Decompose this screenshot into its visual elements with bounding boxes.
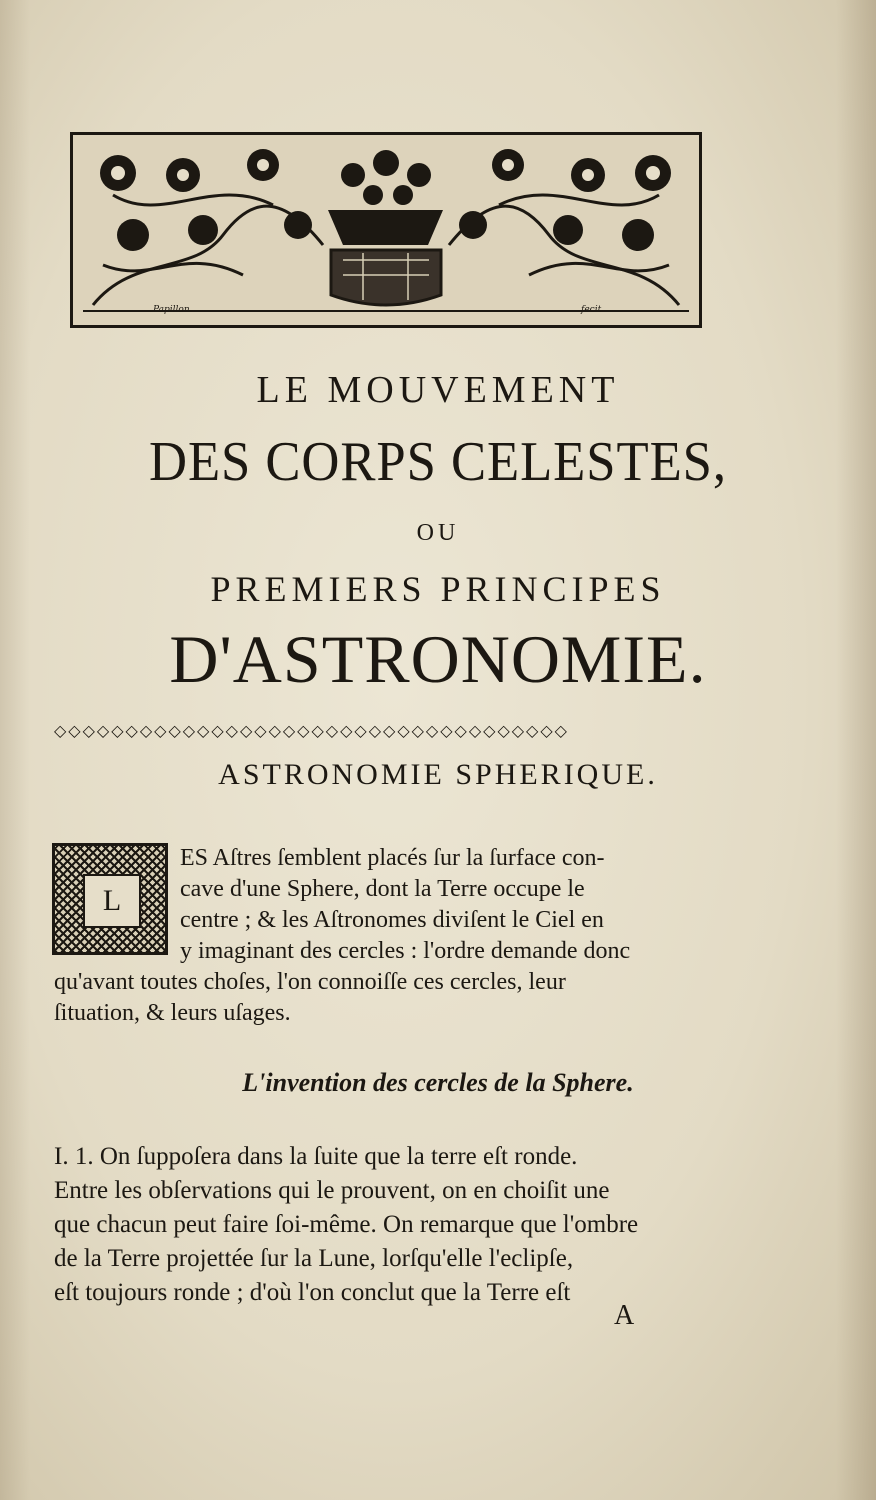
text-line: de la Terre projettée ſur la Lune, lorſqu'elle l'eclipſe,	[54, 1245, 574, 1272]
text-line: Entre les obſervations qui le prouvent, on en choiſit une	[54, 1177, 610, 1204]
text-line: que chacun peut faire ſoi-même. On remarque que l'ombre	[54, 1211, 639, 1238]
text-line: ES Aſtres ſemblent placés ſur la ſurface con-	[180, 845, 605, 871]
floral-basket-ornament	[73, 135, 699, 325]
ornament-divider: ◇◇◇◇◇◇◇◇◇◇◇◇◇◇◇◇◇◇◇◇◇◇◇◇◇◇◇◇◇◇◇◇◇◇◇◇	[54, 721, 569, 740]
title-line-4: PREMIERS PRINCIPES	[210, 569, 666, 609]
subheading: L'invention des cercles de la Sphere.	[242, 1068, 634, 1097]
intro-paragraph-beside-initial	[180, 843, 720, 967]
signature-mark: A	[614, 1300, 635, 1331]
title-line-2: DES CORPS CELESTES,	[148, 431, 728, 493]
text-line: ſituation, & leurs uſages.	[54, 1000, 291, 1026]
headpiece-engraving	[70, 132, 702, 328]
decorated-initial	[52, 843, 168, 955]
initial-letter: L	[83, 874, 141, 928]
title-line-3: OU	[416, 520, 460, 546]
body-paragraph	[54, 1140, 720, 1310]
text-line: qu'avant toutes choſes, l'on connoiſſe ces cercles, leur	[54, 969, 566, 995]
text-line: y imaginant des cercles : l'ordre demande donc	[180, 938, 631, 964]
text-line: centre ; & les Aſtronomes diviſent le Ciel en	[180, 907, 604, 933]
title-line-5: D'ASTRONOMIE.	[169, 621, 707, 697]
intro-paragraph-continuation	[54, 967, 720, 1029]
section-title: ASTRONOMIE SPHERIQUE.	[218, 758, 658, 791]
text-line: cave d'une Sphere, dont la Terre occupe le	[180, 876, 585, 902]
title-line-1: LE MOUVEMENT	[256, 369, 620, 411]
engraver-signature-right: fecit.	[581, 305, 605, 315]
text-line: I. 1. On ſuppoſera dans la ſuite que la terre eſt ronde.	[54, 1143, 578, 1170]
text-line: eſt toujours ronde ; d'où l'on conclut que la Terre eſt	[54, 1279, 571, 1306]
engraver-signature-left: Papillon	[153, 305, 190, 315]
